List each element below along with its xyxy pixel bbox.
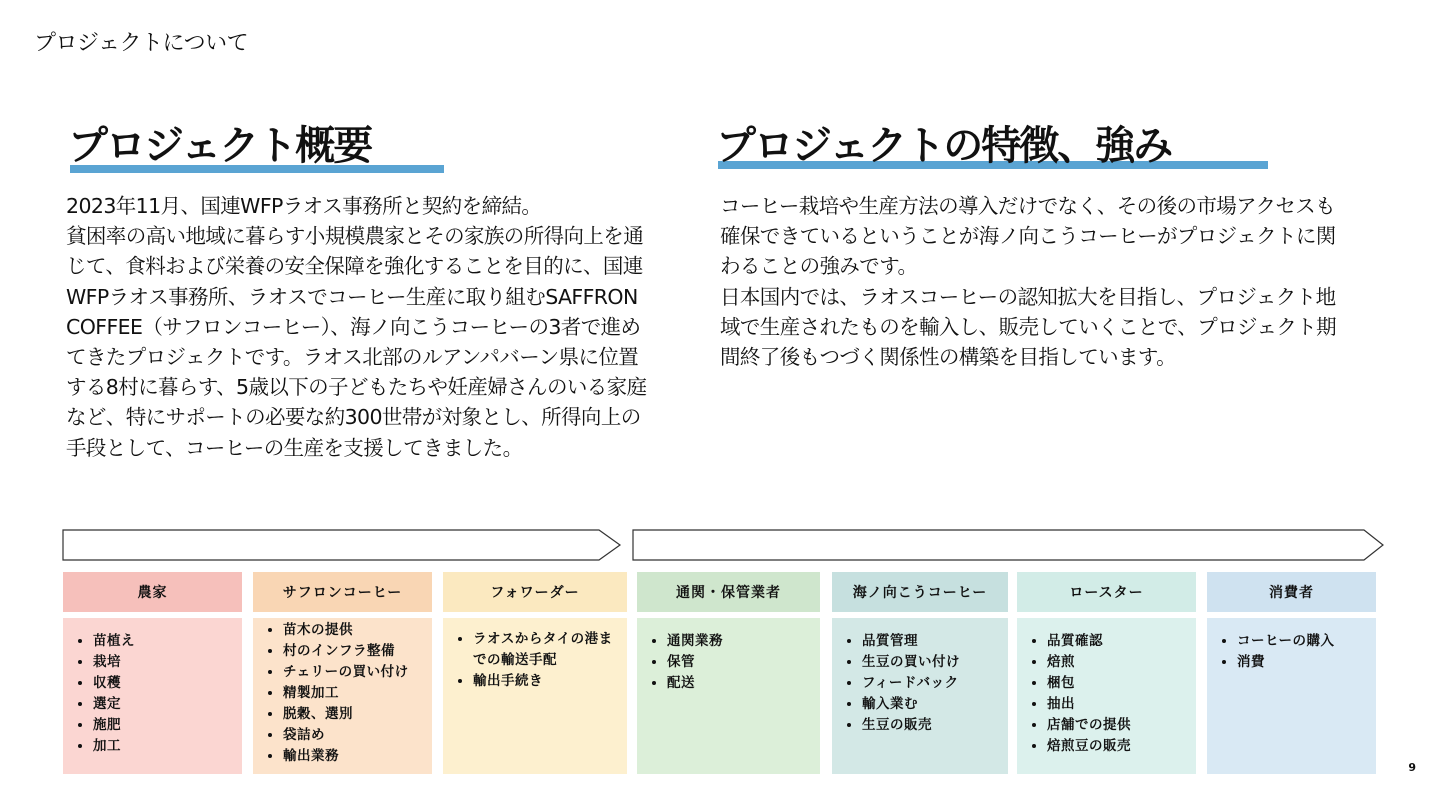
- column-item: • 焙煎: [1047, 652, 1196, 673]
- column-item: • 配送: [667, 673, 820, 694]
- column-item: • 袋詰め: [283, 725, 432, 746]
- column-item: • 生豆の販売: [862, 715, 1008, 736]
- column-header: 消費者: [1207, 572, 1376, 612]
- column-item: • ラオスからタイの港までの輸送手配: [473, 629, 619, 671]
- page-heading: プロジェクトについて: [34, 31, 249, 56]
- column-item: • チェリーの買い付け: [283, 662, 432, 683]
- column-header: 通関・保管業者: [637, 572, 820, 612]
- column-item: • 苗木の提供: [283, 620, 432, 641]
- column-item: • 保管: [667, 652, 820, 673]
- column-item: • 抽出: [1047, 694, 1196, 715]
- column-item: • 選定: [93, 694, 242, 715]
- overview-paragraph: 貧困率の高い地域に暮らす小規模農家とその家族の所得向上を通じて、食料および栄養の安全保障を強化することを目的に、国連WFPラオス事務所、ラオスでコーヒー生産に取り組むSAFFRON COFFEE（サフロンコーヒー）、海ノ向こうコーヒーの3者で進めてきたプロジェクトです。ラオス北部のルアンパバーン県に位置する8村に暮らす、5歳以下の子どもたちや妊産婦さんのいる家庭など、特にサポートの必要な約300世帯が対象とし、所得向上の手段として、コーヒーの生産を支援してきました。: [66, 224, 647, 460]
- column-item: • 収穫: [93, 673, 242, 694]
- column-item: • コーヒーの購入: [1237, 631, 1376, 652]
- column-item: • 村のインフラ整備: [283, 641, 432, 662]
- page-number: 9: [1408, 761, 1416, 774]
- column-item: • 梱包: [1047, 673, 1196, 694]
- features-paragraph: 日本国内では、ラオスコーヒーの認知拡大を目指し、プロジェクト地域で生産されたものを輸入し、販売していくことで、プロジェクト期間終了後もつづく関係性の構築を目指しています。: [720, 284, 1337, 370]
- overview-title: プロジェクト概要: [68, 123, 372, 169]
- column-header: フォワーダー: [443, 572, 627, 612]
- column-item: • 品質確認: [1047, 631, 1196, 652]
- column-header: 農家: [63, 572, 242, 612]
- column-item: • 消費: [1237, 652, 1376, 673]
- column-item: • 栽培: [93, 652, 242, 673]
- column-header: ロースター: [1017, 572, 1196, 612]
- column-item: • 通関業務: [667, 631, 820, 652]
- column-item: • 店舗での提供: [1047, 715, 1196, 736]
- features-title: プロジェクトの特徴、強み: [716, 123, 1172, 169]
- column-item: • 施肥: [93, 715, 242, 736]
- column-item: • 精製加工: [283, 683, 432, 704]
- column-item: • 脱穀、選別: [283, 704, 432, 725]
- features-body: [720, 191, 1338, 372]
- column-header: サフロンコーヒー: [253, 572, 432, 612]
- producer-arrow-shape: [63, 530, 620, 560]
- column-item: • フィードバック: [862, 673, 1008, 694]
- column-item: • 苗植え: [93, 631, 242, 652]
- column-item: • 輸入業む: [862, 694, 1008, 715]
- column-item: • 輸出手続き: [473, 671, 619, 692]
- column-item: • 生豆の買い付け: [862, 652, 1008, 673]
- features-paragraph: コーヒー栽培や生産方法の導入だけでなく、その後の市場アクセスも確保できているということが海ノ向こうコーヒーがプロジェクトに関わることの強みです。: [720, 194, 1336, 279]
- column-item: • 輸出業務: [283, 746, 432, 767]
- column-item: • 加工: [93, 736, 242, 757]
- overview-paragraph: 2023年11月、国連WFPラオス事務所と契約を締結。: [66, 194, 542, 218]
- column-header: 海ノ向こうコーヒー: [832, 572, 1008, 612]
- overview-body: [66, 191, 658, 463]
- column-item: • 品質管理: [862, 631, 1008, 652]
- consumer-arrow-shape: [633, 530, 1383, 560]
- column-item: • 焙煎豆の販売: [1047, 736, 1196, 757]
